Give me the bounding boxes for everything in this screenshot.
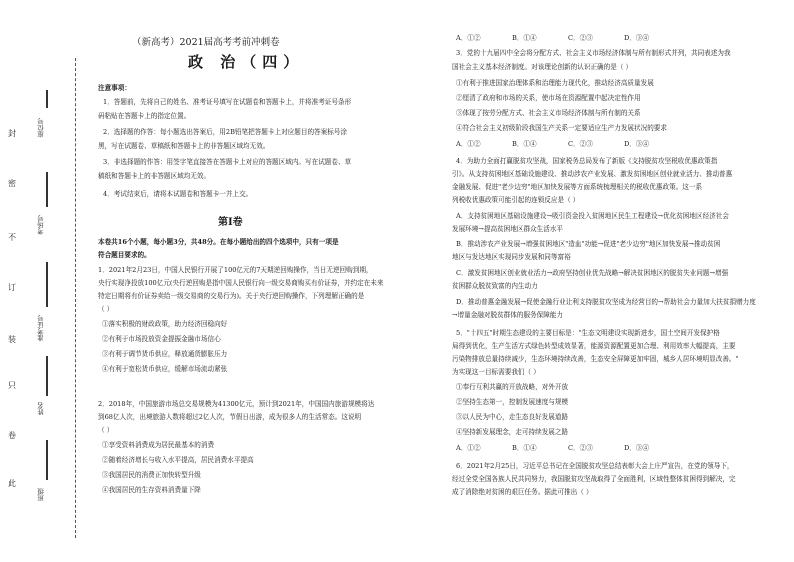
q4-option: D．推动普惠金融发展→促使金融行业让利支持脱贫攻坚成为经营目的→帮助社会力量加大扶贫捐赠力度 — [456, 298, 756, 306]
answer-choice: B．①④ — [512, 140, 537, 148]
q4-line: 金融发展、促进"老少边穷"地区加快发展等方面系统梳理相关的税收优惠政策。这一系 — [452, 183, 703, 191]
notice-line: 黑，写在试题卷、草稿纸和答题卡上的非答题区域均无效。 — [98, 142, 270, 150]
q5-option: ③以人民为中心，走生态良好发展道路 — [456, 413, 569, 421]
section-title: 第Ⅰ卷 — [218, 217, 243, 228]
field-underline — [46, 172, 48, 207]
q2-line: 到68亿人次，出境旅游人数将超过2亿人次，节假日出游，成为很多人的生活常态。这说明 — [98, 413, 362, 421]
q1-line: （ ） — [98, 305, 114, 313]
q1-option: ③有利于调节货币供应，释放通货膨胀压力 — [102, 350, 228, 358]
q5-option: ①奉行互利共赢的开放战略，对外开放 — [456, 383, 569, 391]
q5-line: 局得到优化，生产生活方式绿色转型成效显著，能源资源配置更加合理、利用效率大幅提高，主要 — [452, 342, 736, 350]
name-label: 姓名 — [37, 402, 45, 415]
seal-char: 装 — [8, 335, 16, 344]
answer-choice: C．②③ — [568, 34, 593, 42]
seal-char: 封 — [8, 129, 16, 138]
seal-char: 此 — [8, 479, 16, 488]
q5-line: 5．"十四五"时期生态建设的主要目标是："生态文明建设实现新进步，国土空间开发保护格 — [456, 329, 720, 337]
q4-line: 4．为助力全面打赢脱贫攻坚战，国家税务总局发布了新版《支持脱贫攻坚税收优惠政策指 — [456, 157, 718, 165]
q4-option: B．推动涉农产业发展→增强贫困地区"造血"功能→促进"老少边穷"地区加快发展→推动贫困 — [456, 240, 721, 248]
q1-line: 央行实现净投放100亿元(央行逆回购是指中国人民银行向一级交易商购买有价证券，并约定在未来 — [98, 279, 384, 287]
q6-line: 成了消除绝对贫困的艰巨任务。据此可推出（ ） — [452, 488, 593, 496]
q5-line: 为实现这一目标需要我们（ ） — [452, 368, 540, 376]
seat-number-label: 座位号 — [37, 118, 45, 138]
seal-char: 只 — [8, 381, 16, 390]
answer-choice: B．①④ — [512, 444, 537, 452]
q4-option: 地区与发达地区实现同步发展和同等富裕 — [452, 253, 571, 261]
q2-option: ④我国居民的生存资料消费量下降 — [102, 486, 201, 494]
exam-room-label: 考场号 — [37, 215, 45, 235]
field-underline — [46, 356, 48, 396]
exam-title: （新高考）2021届高考考前冲刺卷 — [132, 37, 280, 48]
q5-option: ④坚持新发展理念，走可持续发展之路 — [456, 428, 569, 436]
q2-line: 2．2018年，中国旅游市场总交易规模为41300亿元，预计到2021年，中国国内旅游规模将达 — [98, 400, 375, 408]
binding-line — [75, 58, 76, 538]
subject-title: 政 治（四） — [188, 53, 305, 71]
q3-option: ④符合社会主义初级阶段我国生产关系一定要适应生产力发展状况的要求 — [456, 124, 667, 132]
q3-option: ②厘清了政府和市场的关系，使市场在资源配置中起决定性作用 — [456, 94, 641, 102]
q3-option: ①有利于推进国家治理体系和治理能力现代化，推动经济高质量发展 — [456, 79, 654, 87]
answer-choice: C．②③ — [568, 444, 593, 452]
q6-line: 6．2021年2月25日，习近平总书记在全国脱贫攻坚总结表彰大会上庄严宣告，在党的领导下， — [456, 462, 734, 470]
instruction-line: 符合题目要求的。 — [98, 251, 151, 259]
notice-line: 码粘贴在答题卡上的指定位置。 — [98, 112, 191, 120]
admission-number-label: 准考证号 — [37, 315, 45, 341]
q5-option: ②坚持生态第一，控制发展速度与规模 — [456, 398, 569, 406]
q2-option: ①享受资料消费成为居民最基本的消费 — [102, 441, 215, 449]
q4-line: 列税收优惠政策可能引起的连锁反应是（ ） — [452, 196, 580, 204]
q1-option: ②有利于市场投放资金提振金融市场信心 — [102, 335, 221, 343]
q1-option: ④有利于宽松货币供应，缓解市场流动紧张 — [102, 365, 228, 373]
instruction-line: 本卷共16个小题，每小题3分，共48分。在每小题给出的四个选项中，只有一项是 — [98, 238, 339, 246]
q4-option: →增量金融对脱贫群体的服务保障能力 — [452, 311, 564, 319]
q3-line: 3．党的十九届四中全会将分配方式、社会主义市场经济体制与所有制形式并列，共同表述为我 — [456, 49, 731, 57]
q3-line: 国社会主义基本经济制度。对该理论创新的认识正确的是（ ） — [452, 63, 633, 71]
seal-char: 卷 — [8, 431, 16, 440]
answer-choice: D．③④ — [624, 140, 650, 148]
answer-choice: A．①② — [456, 140, 481, 148]
field-underline — [46, 262, 48, 307]
q4-option: 贫困群众脱贫致富的内生动力 — [452, 282, 538, 290]
q4-line: 引》。从支持贫困地区基础设施建设、推动涉农产业发展、激发贫困地区创业就业活力、推动普惠 — [452, 170, 733, 178]
q2-option: ③我国居民的消费正加快转型升级 — [102, 471, 201, 479]
q4-option: 发展环境→提高贫困地区群众生活水平 — [452, 225, 564, 233]
q4-option: A．支持贫困地区基础设施建设→吸引资金投入贫困地区民生工程建设→优化贫困地区经济社会 — [456, 212, 729, 220]
seal-char: 订 — [8, 283, 16, 292]
notice-line: 2．选择题的作答：每小题选出答案后，用2B铅笔把答题卡上对应题目的答案标号涂 — [103, 128, 348, 136]
q2-line: （ ） — [98, 426, 114, 434]
seal-char: 密 — [8, 179, 16, 188]
q2-option: ②随着经济增长与收入水平提高，居民消费水平提高 — [102, 456, 254, 464]
notice-title: 注意事项： — [98, 84, 131, 92]
notice-line: 4．考试结束后，请将本试题卷和答题卡一并上交。 — [103, 190, 253, 198]
class-label: 班级 — [37, 488, 45, 501]
answer-choice: D．③④ — [624, 444, 650, 452]
notice-line: 3．非选择题的作答：用签字笔直接答在答题卡上对应的答题区域内。写在试题卷、草 — [103, 158, 352, 166]
notice-line: 1．答题前，先将自己的姓名、准考证号填写在试题卷和答题卡上，并将准考证号条形 — [103, 98, 352, 106]
answer-choice: A．①② — [456, 444, 481, 452]
notice-line: 稿纸和答题卡上的非答题区域均无效。 — [98, 172, 211, 180]
seal-char: 不 — [8, 233, 16, 242]
q4-option: C．激发贫困地区创业就业活力→政府坚持创业优先战略→解决贫困地区的脱贫失业问题→增强 — [456, 269, 729, 277]
q1-line: 1．2021年2月23日，中国人民银行开展了100亿元的7天期逆回购操作，当日无逆回购到期， — [98, 266, 373, 274]
answer-choice: B．①④ — [512, 34, 537, 42]
answer-choice: D．③④ — [624, 34, 650, 42]
field-underline — [46, 440, 48, 480]
q5-line: 污染物排放总量持续减少，生态环境持续改善，生态安全屏障更加牢固，城乡人居环境明显改善。" — [452, 355, 739, 363]
q6-line: 经过全党全国各族人民共同努力，我国脱贫攻坚战取得了全面胜利，区域性整体贫困得到解决，完 — [452, 475, 736, 483]
field-underline — [46, 90, 48, 108]
q3-option: ③体现了按劳分配方式、社会主义市场经济体制与所有制的关系 — [456, 109, 641, 117]
answer-choice: A．①② — [456, 34, 481, 42]
q1-option: ①落实积极的财政政策，助力经济回稳向好 — [102, 320, 228, 328]
answer-choice: C．②③ — [568, 140, 593, 148]
q1-line: 特定日期将有价证券卖给一级交易商的交易行为)。关于央行逆回购操作，下列理解正确的是 — [98, 292, 365, 300]
